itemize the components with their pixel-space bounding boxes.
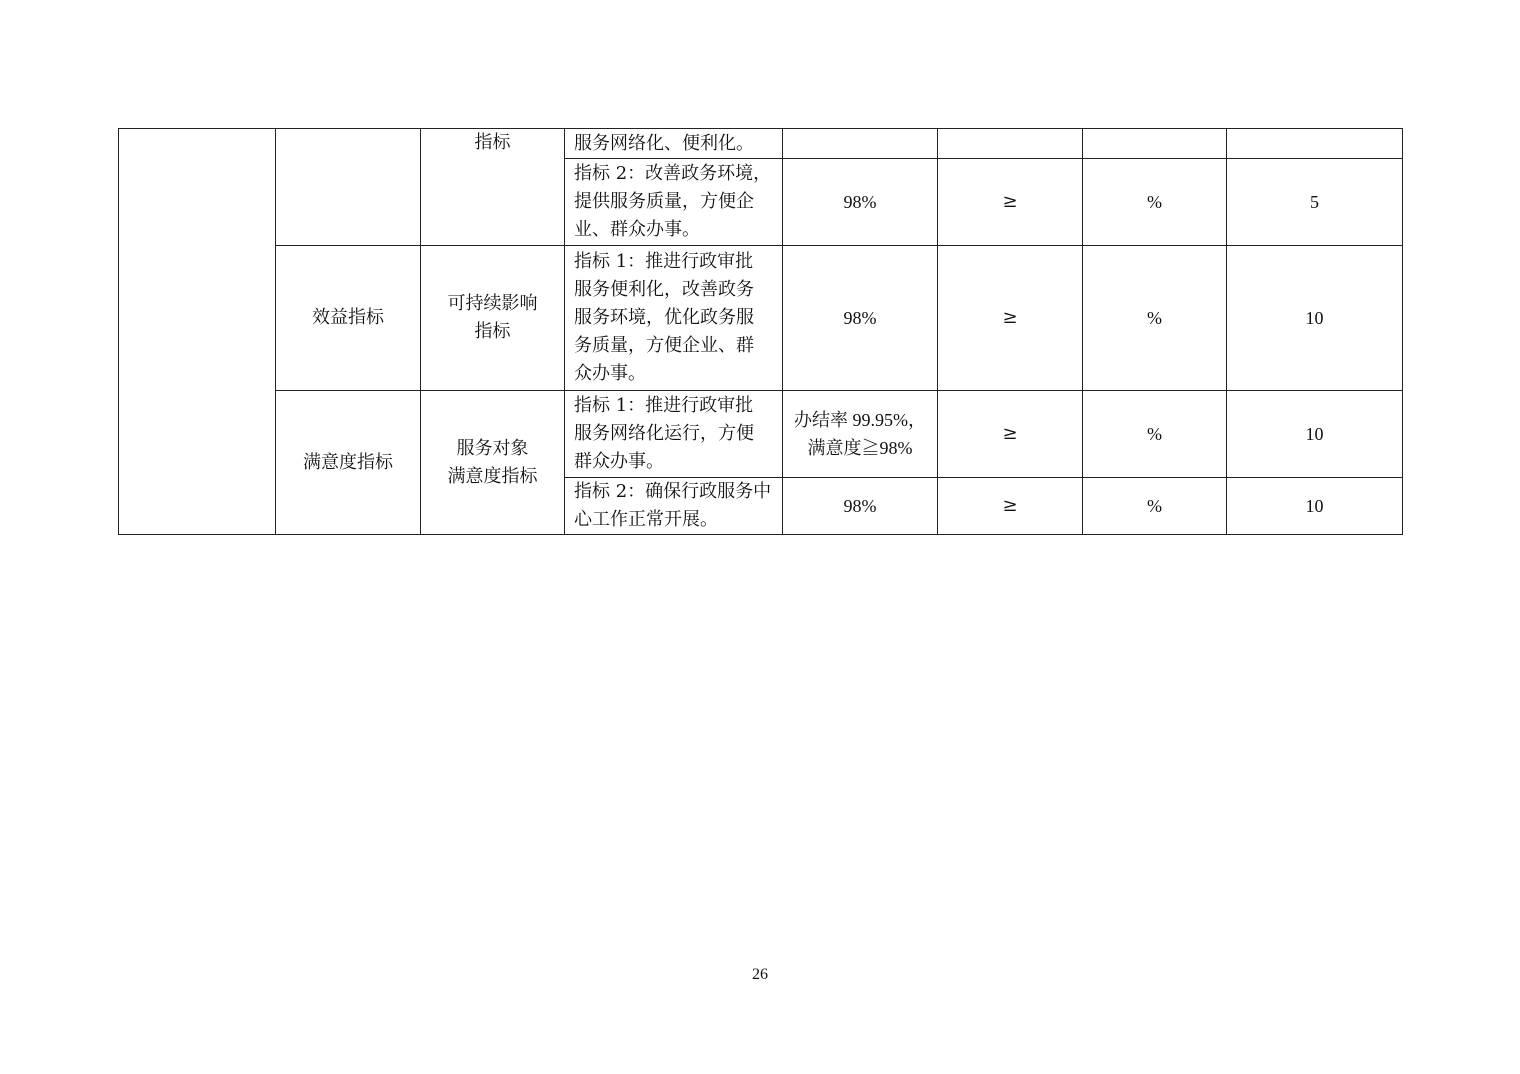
unit-cell	[1083, 129, 1227, 159]
table-row	[119, 246, 1403, 391]
indicator-description	[565, 159, 783, 246]
unit-cell: %	[1083, 391, 1227, 478]
operator-cell: ≥	[938, 246, 1083, 391]
unit-cell: %	[1083, 159, 1227, 246]
unit-cell: %	[1083, 478, 1227, 535]
score-cell: 10	[1227, 478, 1403, 535]
level3-cell	[421, 391, 565, 535]
level3-cell	[421, 246, 565, 391]
desc-line: 指标 2：确保行政服务中	[574, 481, 772, 502]
desc-line: 提供服务质量，方便企	[574, 191, 754, 212]
desc-line: 务质量，方便企业、群	[574, 335, 754, 356]
page-number: 26	[752, 966, 768, 983]
indicator-description	[565, 129, 783, 159]
level2-cell: 满意度指标	[276, 391, 421, 535]
level1-cell	[119, 129, 276, 535]
operator-cell	[938, 129, 1083, 159]
score-cell: 10	[1227, 246, 1403, 391]
score-cell: 10	[1227, 391, 1403, 478]
desc-line: 服务网络化运行，方便	[574, 423, 754, 444]
target-value-cell: 98%	[783, 478, 938, 535]
desc-line: 指标 2：改善政务环境，	[574, 163, 772, 184]
level3-label-line: 指标	[474, 321, 511, 342]
score-cell	[1227, 129, 1403, 159]
desc-line: 心工作正常开展。	[574, 509, 718, 530]
desc-line: 服务便利化，改善政务	[574, 279, 754, 300]
indicator-description	[565, 478, 783, 535]
level3-cell	[421, 129, 565, 246]
desc-line: 业、群众办事。	[574, 219, 700, 240]
target-value-cell	[783, 129, 938, 159]
level3-label-line: 满意度指标	[447, 465, 538, 487]
desc-line: 众办事。	[574, 363, 646, 384]
unit-cell: %	[1083, 246, 1227, 391]
target-value-cell: 98%	[783, 159, 938, 246]
level3-label-line: 可持续影响	[447, 293, 538, 314]
score-cell: 5	[1227, 159, 1403, 246]
operator-cell: ≥	[938, 391, 1083, 478]
desc-line: 服务环境，优化政务服	[574, 307, 754, 328]
target-value-cell	[783, 391, 938, 478]
target-value-line: 满意度≧98%	[807, 438, 913, 458]
operator-cell: ≥	[938, 478, 1083, 535]
indicator-description	[565, 246, 783, 391]
desc-line: 指标 1：推进行政审批	[574, 395, 754, 416]
table-row	[119, 129, 1403, 159]
operator-cell: ≥	[938, 159, 1083, 246]
table-row	[119, 391, 1403, 478]
desc-line: 服务网络化、便利化。	[574, 132, 754, 154]
desc-line: 指标 1：推进行政审批	[574, 251, 754, 272]
level3-label-line: 服务对象	[456, 437, 529, 459]
desc-line: 群众办事。	[574, 451, 664, 472]
performance-indicator-table	[118, 128, 1403, 535]
level3-label: 指标	[474, 132, 511, 153]
target-value-line: 办结率 99.95%，	[794, 410, 926, 430]
level2-cell	[276, 129, 421, 246]
target-value-cell: 98%	[783, 246, 938, 391]
level2-cell: 效益指标	[276, 246, 421, 391]
indicator-description	[565, 391, 783, 478]
